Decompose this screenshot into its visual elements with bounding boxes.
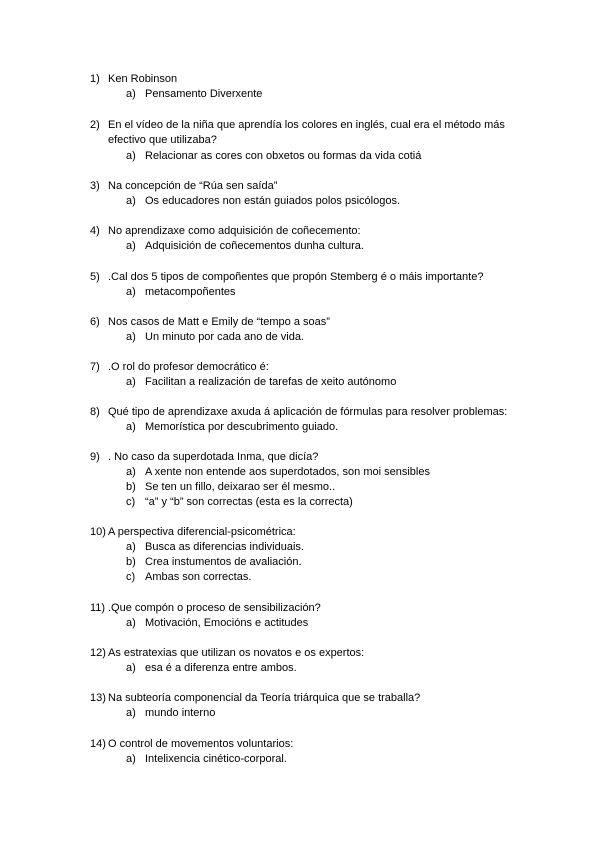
answer-text: Crea instumentos de avaliación. — [145, 556, 302, 568]
answer-label: a) — [126, 240, 136, 252]
answer-item — [126, 87, 546, 102]
answer-item — [126, 420, 546, 435]
answer-label: a) — [126, 617, 136, 629]
question-number: 6) — [90, 316, 100, 328]
question-number: 5) — [90, 271, 100, 283]
question-number: 8) — [90, 406, 100, 418]
question-text: Nos casos de Matt e Emily de “tempo a soas” — [108, 316, 330, 328]
question-number: 9) — [90, 451, 100, 463]
question-text: En el vídeo de la niña que aprendía los colores en inglés, cual era el método más efectivo que utilizaba? — [108, 119, 505, 146]
question-number: 13) — [90, 692, 106, 704]
question-number: 10) — [90, 526, 106, 538]
answer-label: a) — [126, 753, 136, 765]
answer-text: Intelixencia cinético-corporal. — [145, 753, 287, 765]
answer-text: A xente non entende aos superdotados, son moi sensibles — [145, 466, 430, 478]
question-number: 1) — [90, 73, 100, 85]
question-number: 12) — [90, 647, 106, 659]
answer-label: a) — [126, 150, 136, 162]
answer-item — [126, 616, 546, 631]
question-number: 4) — [90, 225, 100, 237]
answer-label: c) — [126, 571, 136, 583]
answer-label: b) — [126, 481, 136, 493]
answer-label: a) — [126, 662, 136, 674]
question-text: . No caso da superdotada Inma, que dicía? — [108, 451, 319, 463]
answer-item — [126, 752, 546, 767]
answer-item — [126, 570, 546, 585]
answer-item — [126, 149, 546, 164]
question-number: 11) — [90, 602, 106, 614]
answer-item — [126, 330, 546, 345]
answer-item — [126, 555, 546, 570]
answer-text: Un minuto por cada ano de vida. — [145, 331, 304, 343]
question-text: .Que compón o proceso de sensibilización? — [108, 602, 321, 614]
question-text: Ken Robinson — [108, 73, 178, 85]
answer-text: Se ten un fillo, deixarao ser él mesmo.. — [145, 481, 336, 493]
question-text: Qué tipo de aprendizaxe axuda á aplicación de fórmulas para resolver problemas: — [108, 406, 508, 418]
answer-label: a) — [126, 541, 136, 553]
question-number: 2) — [90, 119, 100, 131]
answer-text: Ambas son correctas. — [145, 571, 252, 583]
answer-text: esa é a diferenza entre ambos. — [145, 662, 297, 674]
question-text: Na subteoría componencial da Teoría triárquica que se traballa? — [108, 692, 421, 704]
answer-item — [126, 480, 546, 495]
question-text: .Cal dos 5 tipos de compoñentes que propón Stemberg é o máis importante? — [108, 271, 484, 283]
answer-text: Relacionar as cores con obxetos ou formas da vida cotiá — [145, 150, 422, 162]
answer-text: Os educadores non están guiados polos psicólogos. — [145, 195, 401, 207]
answer-label: a) — [126, 421, 136, 433]
answer-text: Motivación, Emocións e actitudes — [145, 617, 309, 629]
answer-label: a) — [126, 331, 136, 343]
answer-text: Busca as diferencias individuais. — [145, 541, 304, 553]
answer-item — [126, 285, 546, 300]
question-text: A perspectiva diferencial-psicométrica: — [108, 526, 296, 538]
answer-label: a) — [126, 707, 136, 719]
answer-item — [126, 661, 546, 676]
answer-item — [126, 375, 546, 390]
answer-item — [126, 495, 546, 510]
question-text: No aprendizaxe como adquisición de coñecemento: — [108, 225, 361, 237]
answer-item — [126, 194, 546, 209]
question-text: Na concepción de “Rúa sen saída” — [108, 180, 278, 192]
answer-item — [126, 540, 546, 555]
answer-text: Memorística por descubrimento guiado. — [145, 421, 339, 433]
answer-item — [126, 465, 546, 480]
answer-text: metacompoñentes — [145, 286, 236, 298]
answer-label: b) — [126, 556, 136, 568]
answer-text: “a” y “b” son correctas (esta es la correcta) — [145, 496, 353, 508]
answer-label: a) — [126, 466, 136, 478]
question-number: 14) — [90, 738, 106, 750]
answer-label: a) — [126, 286, 136, 298]
answer-item — [126, 239, 546, 254]
question-number: 3) — [90, 180, 100, 192]
answer-label: c) — [126, 496, 136, 508]
answer-text: Pensamento Diverxente — [145, 88, 263, 100]
answer-label: a) — [126, 376, 136, 388]
question-text: As estratexias que utilizan os novatos e os expertos: — [108, 647, 365, 659]
question-number: 7) — [90, 361, 100, 373]
answer-text: Adquisición de coñecementos dunha cultura. — [145, 240, 364, 252]
answer-label: a) — [126, 195, 136, 207]
answer-text: Facilitan a realización de tarefas de xeito autónomo — [145, 376, 397, 388]
question-text: .O rol do profesor democrático é: — [108, 361, 269, 373]
question-text: O control de movementos voluntarios: — [108, 738, 294, 750]
answer-label: a) — [126, 88, 136, 100]
answer-item — [126, 706, 546, 721]
answer-text: mundo interno — [145, 707, 216, 719]
